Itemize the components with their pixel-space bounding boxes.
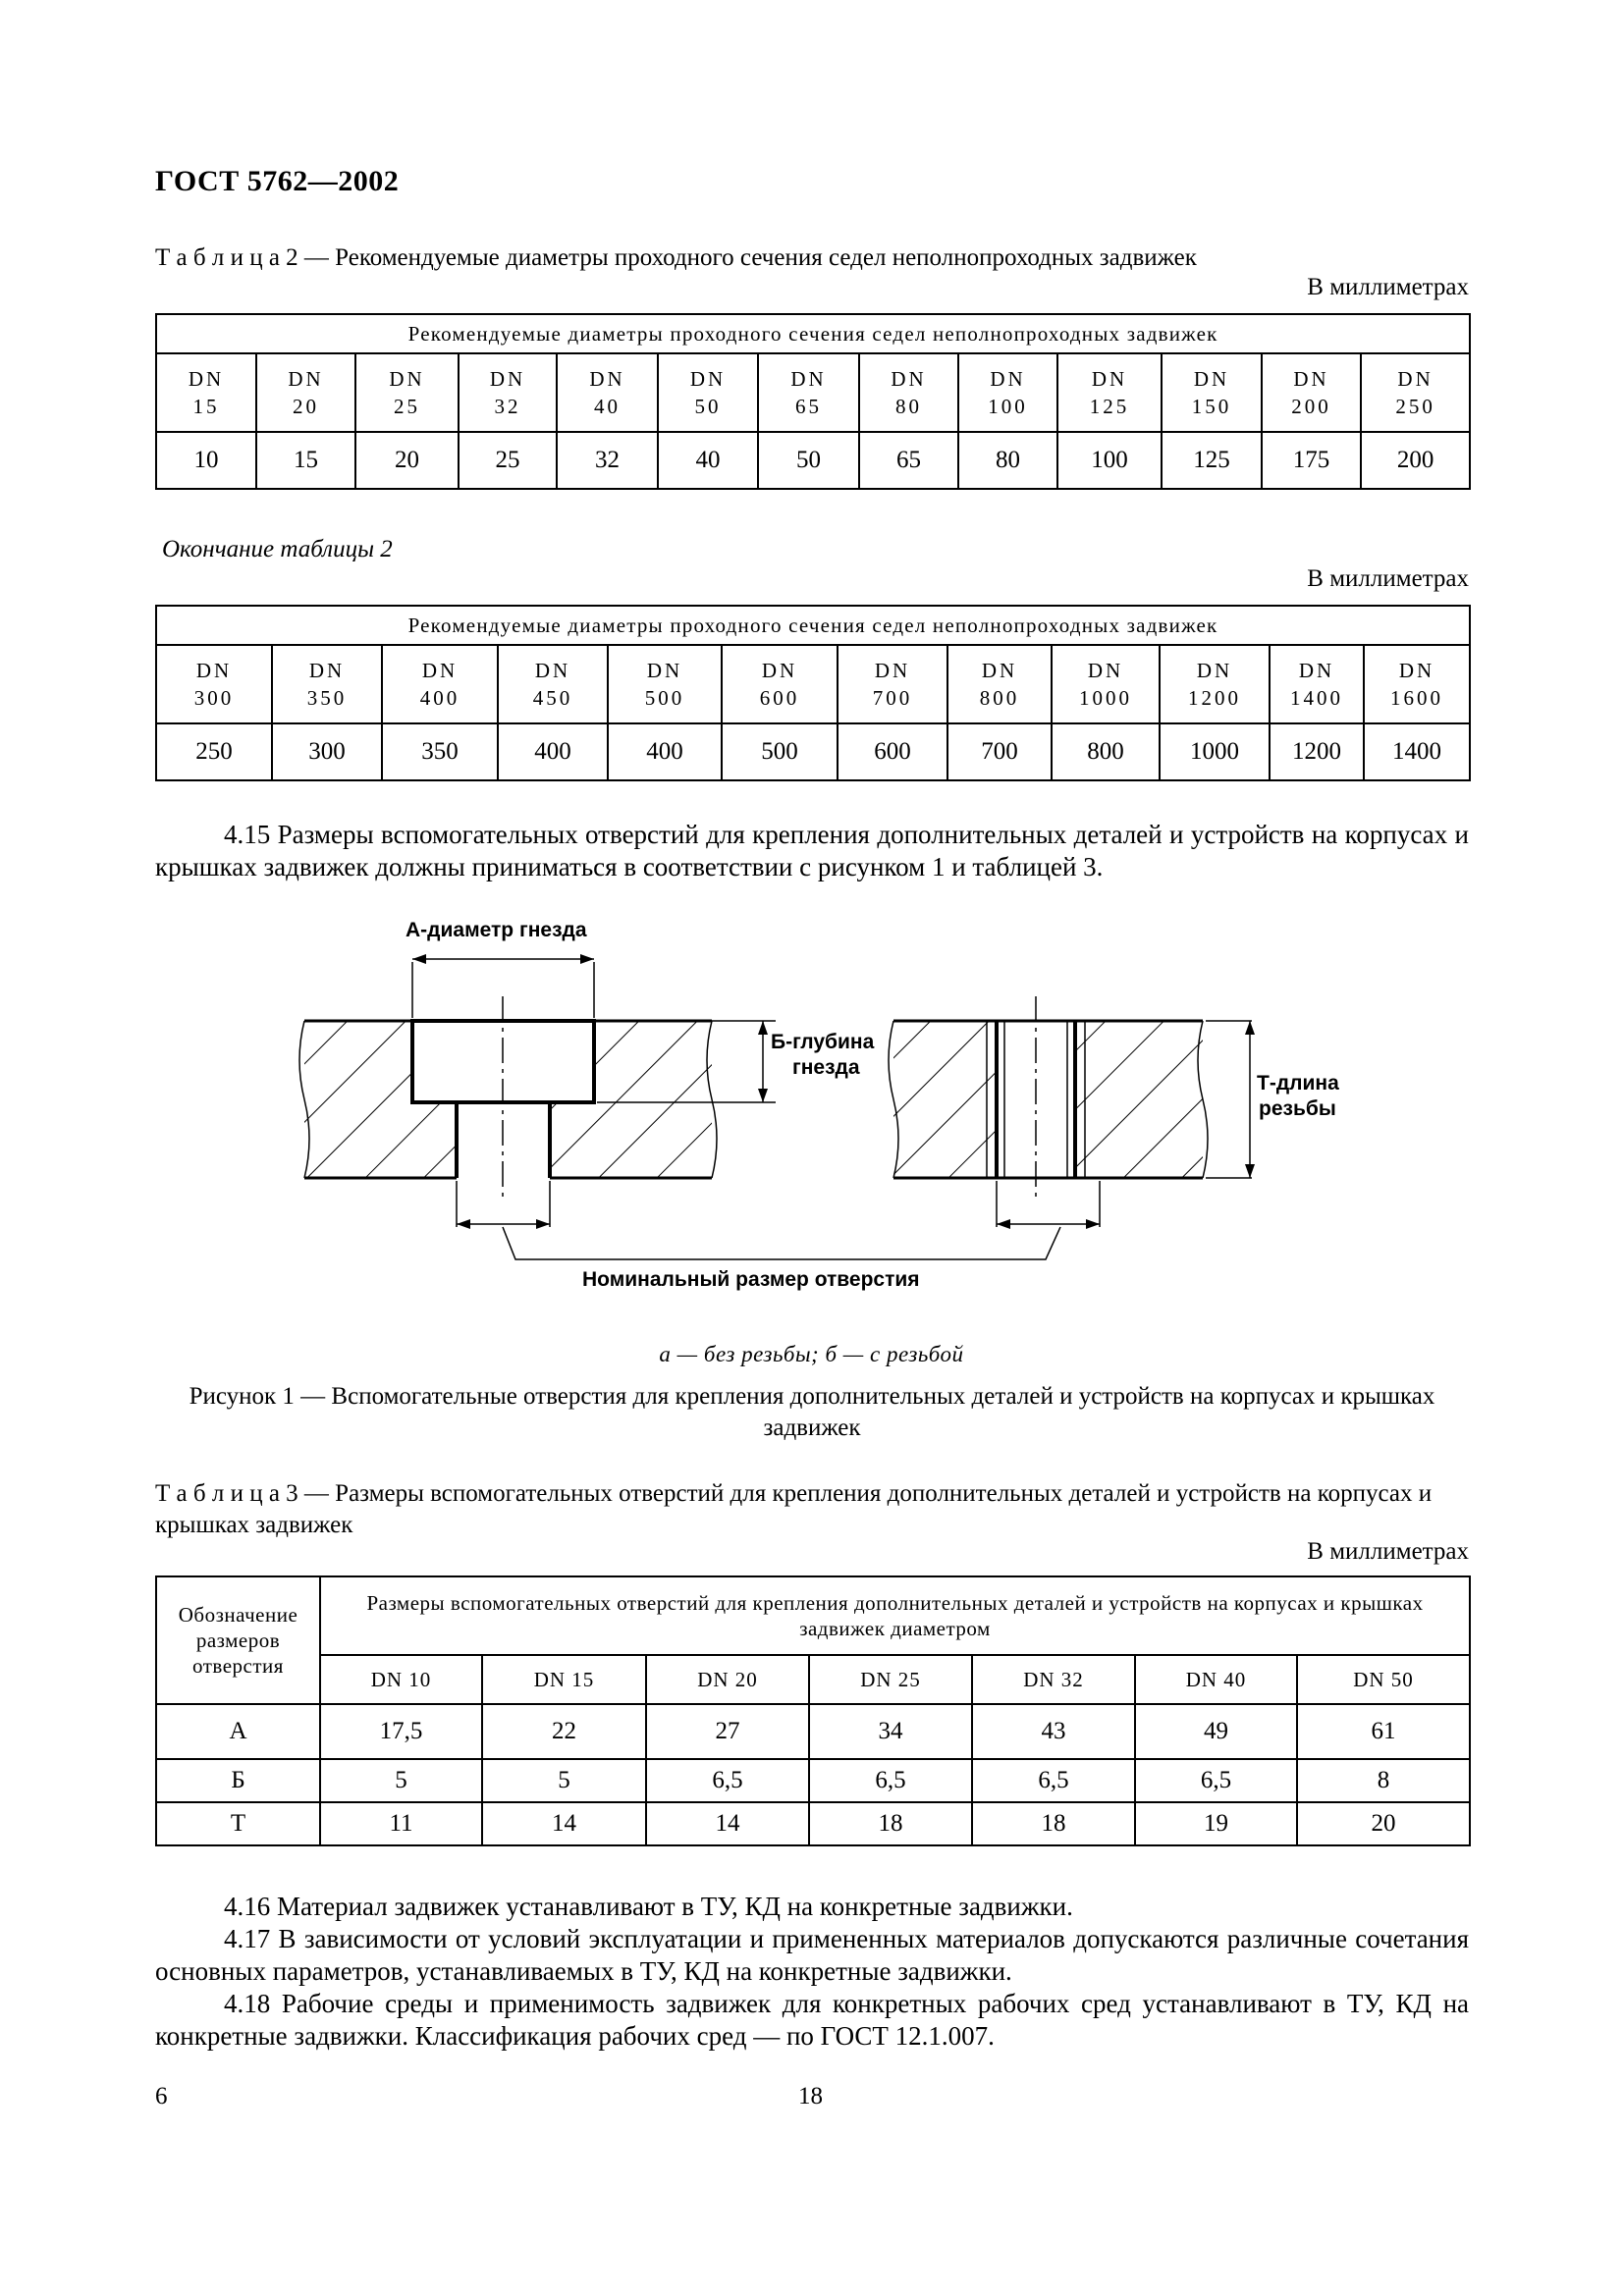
dn-number: 50 [694, 395, 722, 418]
dn-number: 65 [795, 395, 822, 418]
diameter-value-cell: 400 [498, 723, 608, 780]
figure1-label-nominal: Номинальный размер отверстия [582, 1268, 920, 1291]
dn-number: 300 [193, 686, 235, 710]
dn-prefix: DN [489, 367, 526, 391]
dn-prefix: DN [646, 659, 683, 682]
paragraph-4-15: 4.15 Размеры вспомогательных отверстий для крепления дополнительных деталей и устройств на корпусах и крышках задвижек должны приниматься в соответствии с рисунком 1 и таблицей 3. [155, 820, 1469, 881]
dn-number: 150 [1191, 395, 1232, 418]
table3-value-cell: 43 [972, 1704, 1135, 1759]
table2 [155, 313, 1471, 490]
figure1-label-a: А-диаметр гнезда [406, 919, 587, 941]
dn-header-cell [382, 645, 498, 723]
dn-prefix: DN [1398, 659, 1435, 682]
table2-continuation [155, 605, 1471, 781]
table2-dn-row [156, 353, 1470, 432]
dn-header-cell [557, 353, 658, 432]
dn-number: 80 [895, 395, 922, 418]
dn-header-cell [1052, 645, 1160, 723]
table3-value-cell: 14 [482, 1802, 646, 1845]
table3-value-cell: 5 [320, 1759, 482, 1802]
diameter-value-cell: 10 [156, 432, 256, 489]
dn-prefix: DN [1087, 659, 1124, 682]
diameter-value-cell: 1400 [1364, 723, 1470, 780]
table3-body [156, 1704, 1470, 1845]
dn-prefix: DN [689, 367, 727, 391]
table3-row-label: А [156, 1704, 320, 1759]
table3-column-header: DN 15 [482, 1655, 646, 1704]
table2-cont-units: В миллиметрах [1307, 565, 1469, 592]
dn-prefix: DN [761, 659, 798, 682]
table3-value-cell: 61 [1297, 1704, 1470, 1759]
dn-number: 1600 [1390, 686, 1443, 710]
dn-number: 200 [1291, 395, 1331, 418]
paragraph-4-18: 4.18 Рабочие среды и применимость задвижек для конкретных рабочих сред устанавливают в ТУ, КД на конкретные задвижки. Классификация рабочих сред — по ГОСТ 12.1.007. [155, 1989, 1469, 2051]
dn-number: 1400 [1290, 686, 1343, 710]
table3-value-cell: 27 [646, 1704, 809, 1759]
figure1-part-a [299, 954, 776, 1229]
table2-header: Рекомендуемые диаметры проходного сечения седел неполнопроходных задвижек [156, 314, 1470, 353]
table3-column-header: DN 50 [1297, 1655, 1470, 1704]
table3-column-header: DN 10 [320, 1655, 482, 1704]
dn-header-cell [256, 353, 355, 432]
dn-prefix: DN [1193, 367, 1230, 391]
table3-units: В миллиметрах [1307, 1538, 1469, 1565]
table3-row-label: Т [156, 1802, 320, 1845]
dn-header-cell [722, 645, 838, 723]
dn-number: 25 [394, 395, 420, 418]
table2-cont-header: Рекомендуемые диаметры проходного сечения седел неполнопроходных задвижек [156, 606, 1470, 645]
table3-value-cell: 14 [646, 1802, 809, 1845]
table3-row-label: Б [156, 1759, 320, 1802]
diameter-value-cell: 500 [722, 723, 838, 780]
dn-header-cell [1361, 353, 1470, 432]
dn-prefix: DN [421, 659, 459, 682]
figure1-label-b-line1: Б-глубина [771, 1031, 875, 1053]
dn-prefix: DN [188, 367, 225, 391]
table3-value-cell: 8 [1297, 1759, 1470, 1802]
diameter-value-cell: 300 [272, 723, 382, 780]
table3-value-cell: 17,5 [320, 1704, 482, 1759]
table3-value-cell: 22 [482, 1704, 646, 1759]
diameter-value-cell: 32 [557, 432, 658, 489]
figure1-subcaption-text: а — без резьбы; б — с резьбой [659, 1342, 964, 1366]
dn-header-cell [838, 645, 947, 723]
dn-number: 15 [192, 395, 220, 418]
diameter-value-cell: 800 [1052, 723, 1160, 780]
table3-column-header-row [156, 1655, 1470, 1704]
figure1-caption: Рисунок 1 — Вспомогательные отверстия для крепления дополнительных деталей и устройств на корпусах и крышках задвижек [189, 1383, 1435, 1441]
figure1-subcaption [0, 1342, 1623, 1367]
diameter-value-cell: 400 [608, 723, 722, 780]
table3-value-cell: 6,5 [972, 1759, 1135, 1802]
table3-value-cell: 5 [482, 1759, 646, 1802]
dn-prefix: DN [195, 659, 233, 682]
table2-value-row [156, 432, 1470, 489]
dn-header-cell [1262, 353, 1361, 432]
dn-number: 20 [293, 395, 319, 418]
table3-value-cell: 11 [320, 1802, 482, 1845]
table3-column-header: DN 40 [1135, 1655, 1297, 1704]
dn-header-cell [608, 645, 722, 723]
dn-number: 450 [532, 686, 573, 710]
diameter-value-cell: 350 [382, 723, 498, 780]
dn-header-cell [859, 353, 958, 432]
table3-value-cell: 20 [1297, 1802, 1470, 1845]
document-code: ГОСТ 5762—2002 [155, 165, 400, 197]
dn-prefix: DN [1293, 367, 1329, 391]
table2-cont-dn-row [156, 645, 1470, 723]
diameter-value-cell: 700 [947, 723, 1052, 780]
table3-col0-header: Обозначение размеров отверстия [156, 1576, 320, 1704]
diameter-value-cell: 15 [256, 432, 355, 489]
dn-number: 40 [594, 395, 621, 418]
dn-header-cell [1057, 353, 1162, 432]
table3-column-header: DN 32 [972, 1655, 1135, 1704]
dn-prefix: DN [308, 659, 346, 682]
page-number-left: 6 [155, 2083, 168, 2109]
dn-number: 1000 [1079, 686, 1132, 710]
diameter-value-cell: 25 [459, 432, 557, 489]
dn-header-cell [958, 353, 1057, 432]
table3-value-cell: 6,5 [1135, 1759, 1297, 1802]
dn-header-cell [658, 353, 758, 432]
diameter-value-cell: 175 [1262, 432, 1361, 489]
dn-header-cell [156, 353, 256, 432]
dn-number: 250 [1395, 395, 1435, 418]
diameter-value-cell: 80 [958, 432, 1057, 489]
paragraph-4-16: 4.16 Материал задвижек устанавливают в ТУ, КД на конкретные задвижки. [224, 1892, 1073, 1921]
table-row [156, 1704, 1470, 1759]
paragraph-4-17: 4.17 В зависимости от условий эксплуатации и примененных материалов допускаются различные сочетания основных параметров, устанавливаемых в ТУ, КД на конкретные задвижки. [155, 1924, 1469, 1986]
dn-header-cell [459, 353, 557, 432]
table3-column-header: DN 20 [646, 1655, 809, 1704]
dn-prefix: DN [1298, 659, 1335, 682]
diameter-value-cell: 40 [658, 432, 758, 489]
figure1-part-b [889, 996, 1255, 1229]
dn-header-cell [947, 645, 1052, 723]
dn-header-cell [1270, 645, 1364, 723]
table3-caption: Т а б л и ц а 3 — Размеры вспомогательных отверстий для крепления дополнительных деталей и устройств на корпусах и крышках задвижек [155, 1480, 1433, 1538]
dn-header-cell [758, 353, 859, 432]
table3-value-cell: 6,5 [809, 1759, 972, 1802]
table-row [156, 1802, 1470, 1845]
table-row [156, 1759, 1470, 1802]
figure1-label-t-line1: Т-длина [1257, 1072, 1339, 1095]
dn-header-cell [1364, 645, 1470, 723]
table3-value-cell: 34 [809, 1704, 972, 1759]
dn-number: 600 [759, 686, 800, 710]
table2-caption: Т а б л и ц а 2 — Рекомендуемые диаметры проходного сечения седел неполнопроходных задвижек [155, 244, 1197, 271]
table3-column-header: DN 25 [809, 1655, 972, 1704]
dn-prefix: DN [288, 367, 324, 391]
dn-number: 500 [644, 686, 685, 710]
figure1-drawing [285, 908, 1384, 1301]
dn-prefix: DN [1397, 367, 1434, 391]
diameter-value-cell: 100 [1057, 432, 1162, 489]
dn-number: 800 [979, 686, 1020, 710]
table3-value-cell: 49 [1135, 1704, 1297, 1759]
diameter-value-cell: 250 [156, 723, 272, 780]
diameter-value-cell: 125 [1162, 432, 1262, 489]
dn-prefix: DN [990, 367, 1026, 391]
dn-number: 400 [419, 686, 460, 710]
dn-prefix: DN [389, 367, 425, 391]
figure1-label-b-line2: гнезда [792, 1056, 860, 1079]
dn-header-cell [272, 645, 382, 723]
dn-prefix: DN [891, 367, 927, 391]
dn-prefix: DN [1196, 659, 1233, 682]
dn-number: 32 [494, 395, 521, 418]
dn-prefix: DN [1091, 367, 1128, 391]
dn-prefix: DN [790, 367, 827, 391]
table2-cont-value-row [156, 723, 1470, 780]
dn-prefix: DN [874, 659, 911, 682]
table3-value-cell: 6,5 [646, 1759, 809, 1802]
diameter-value-cell: 1000 [1160, 723, 1270, 780]
dn-number: 700 [872, 686, 913, 710]
diameter-value-cell: 600 [838, 723, 947, 780]
dn-header-cell [156, 645, 272, 723]
dn-header-cell [1162, 353, 1262, 432]
table3-group-header: Размеры вспомогательных отверстий для крепления дополнительных деталей и устройств на корпусах и крышках задвижек диаметром [320, 1576, 1470, 1655]
dn-number: 1200 [1188, 686, 1241, 710]
diameter-value-cell: 20 [355, 432, 459, 489]
diameter-value-cell: 200 [1361, 432, 1470, 489]
dn-prefix: DN [534, 659, 571, 682]
dn-prefix: DN [981, 659, 1018, 682]
dn-header-cell [355, 353, 459, 432]
diameter-value-cell: 65 [859, 432, 958, 489]
dn-number: 100 [988, 395, 1028, 418]
dn-header-cell [1160, 645, 1270, 723]
dn-number: 350 [306, 686, 348, 710]
table3-value-cell: 18 [972, 1802, 1135, 1845]
table3-value-cell: 19 [1135, 1802, 1297, 1845]
table2-cont-caption: Окончание таблицы 2 [162, 536, 393, 562]
table2-units: В миллиметрах [1307, 274, 1469, 300]
diameter-value-cell: 50 [758, 432, 859, 489]
diameter-value-cell: 1200 [1270, 723, 1364, 780]
figure1-label-t-line2: резьбы [1259, 1097, 1336, 1120]
table3 [155, 1575, 1471, 1846]
table3-value-cell: 18 [809, 1802, 972, 1845]
nominal-leader-line [503, 1227, 1060, 1259]
dn-prefix: DN [589, 367, 625, 391]
page-number-center: 18 [798, 2083, 823, 2109]
dn-header-cell [498, 645, 608, 723]
dn-number: 125 [1089, 395, 1130, 418]
